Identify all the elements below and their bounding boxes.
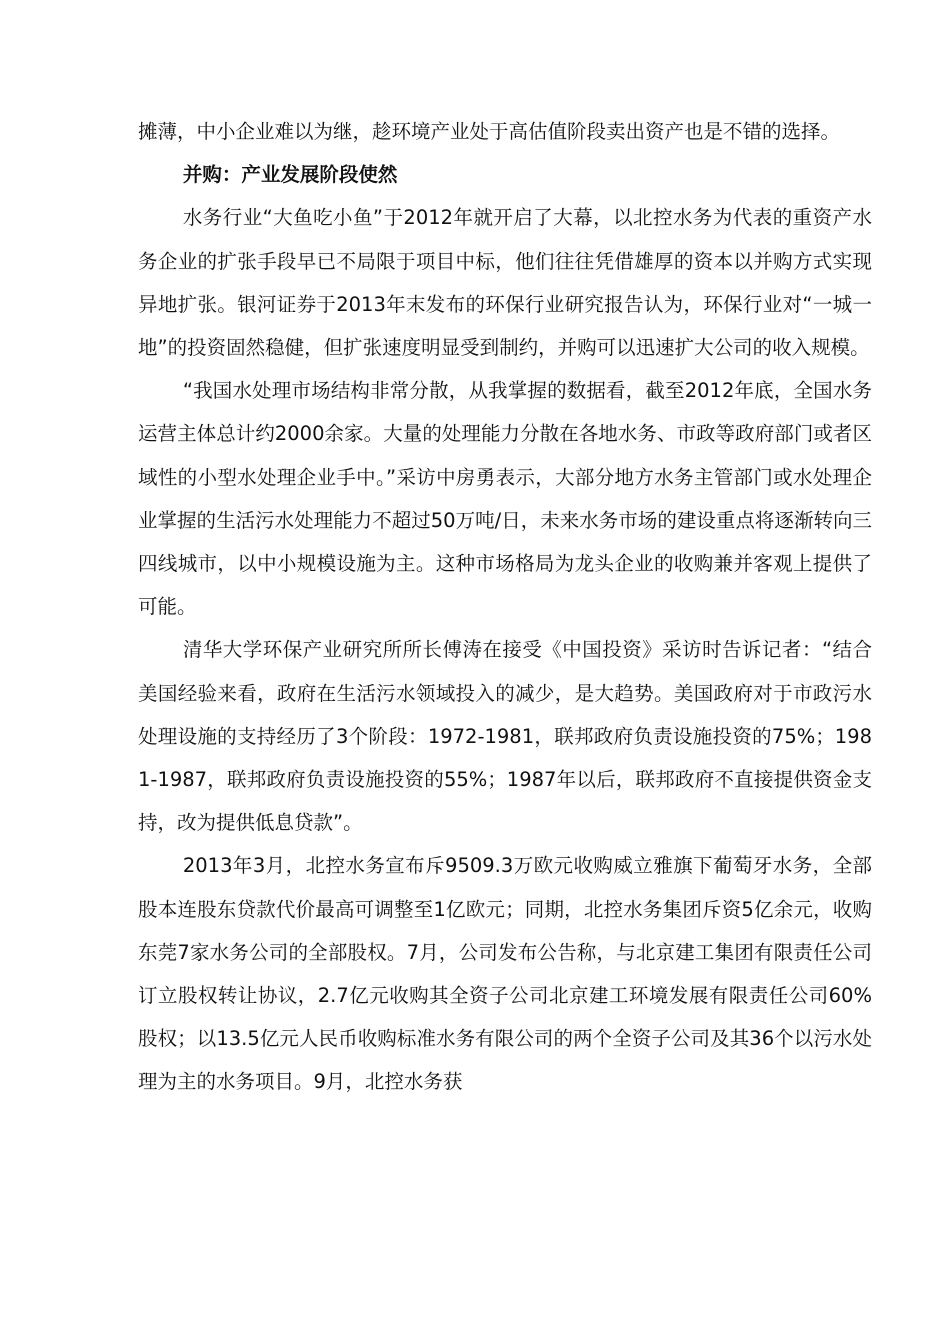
section-heading: 并购：产业发展阶段使然 [182,163,398,187]
paragraph-3: 清华大学环保产业研究所所长傅涛在接受《中国投资》采访时告诉记者：“结合美国经验来看，政府在生活污水领域投入的减少，是大趋势。美国政府对于市政污水处理设施的支持经历了3个阶段：1972-1981，联邦政府负责设施投资的75%；1981-1987，联邦政府负责设施投资的55%；1987年以后，联邦政府不直接提供资金支持，改为提供低息贷款”。 [138,638,872,835]
paragraph-4: 2013年3月，北控水务宣布斥9509.3万欧元收购威立雅旗下葡萄牙水务，全部股本连股东贷款代价最高可调整至1亿欧元；同期，北控水务集团斥资5亿余元，收购东莞7家水务公司的全部股权。7月，公司发布公告称，与北京建工集团有限责任公司订立股权转让协议，2.7亿元收购其全资子公司北京建工环境发展有限责任公司60%股权；以13.5亿元人民币收购标准水务有限公司的两个全资子公司及其36个以污水处理为主的水务项目。9月，北控水务获 [138,854,872,1094]
document-body [138,110,872,1104]
paragraph-1: 水务行业“大鱼吃小鱼”于2012年就开启了大幕，以北控水务为代表的重资产水务企业的扩张手段早已不局限于项目中标，他们往往凭借雄厚的资本以并购方式实现异地扩张。银河证券于2013年末发布的环保行业研究报告认为，环保行业对“一城一地”的投资固然稳健，但扩张速度明显受到制约，并购可以迅速扩大公司的收入规模。 [138,206,872,360]
paragraph-2: “我国水处理市场结构非常分散，从我掌握的数据看，截至2012年底，全国水务运营主体总计约2000余家。大量的处理能力分散在各地水务、市政等政府部门或者区域性的小型水处理企业手中。”采访中房勇表示，大部分地方水务主管部门或水处理企业掌握的生活污水处理能力不超过50万吨/日，未来水务市场的建设重点将逐渐转向三四线城市，以中小规模设施为主。这种市场格局为龙头企业的收购兼并客观上提供了可能。 [138,379,872,619]
paragraph-intro: 摊薄，中小企业难以为继，趁环境产业处于高估值阶段卖出资产也是不错的选择。 [138,120,841,143]
